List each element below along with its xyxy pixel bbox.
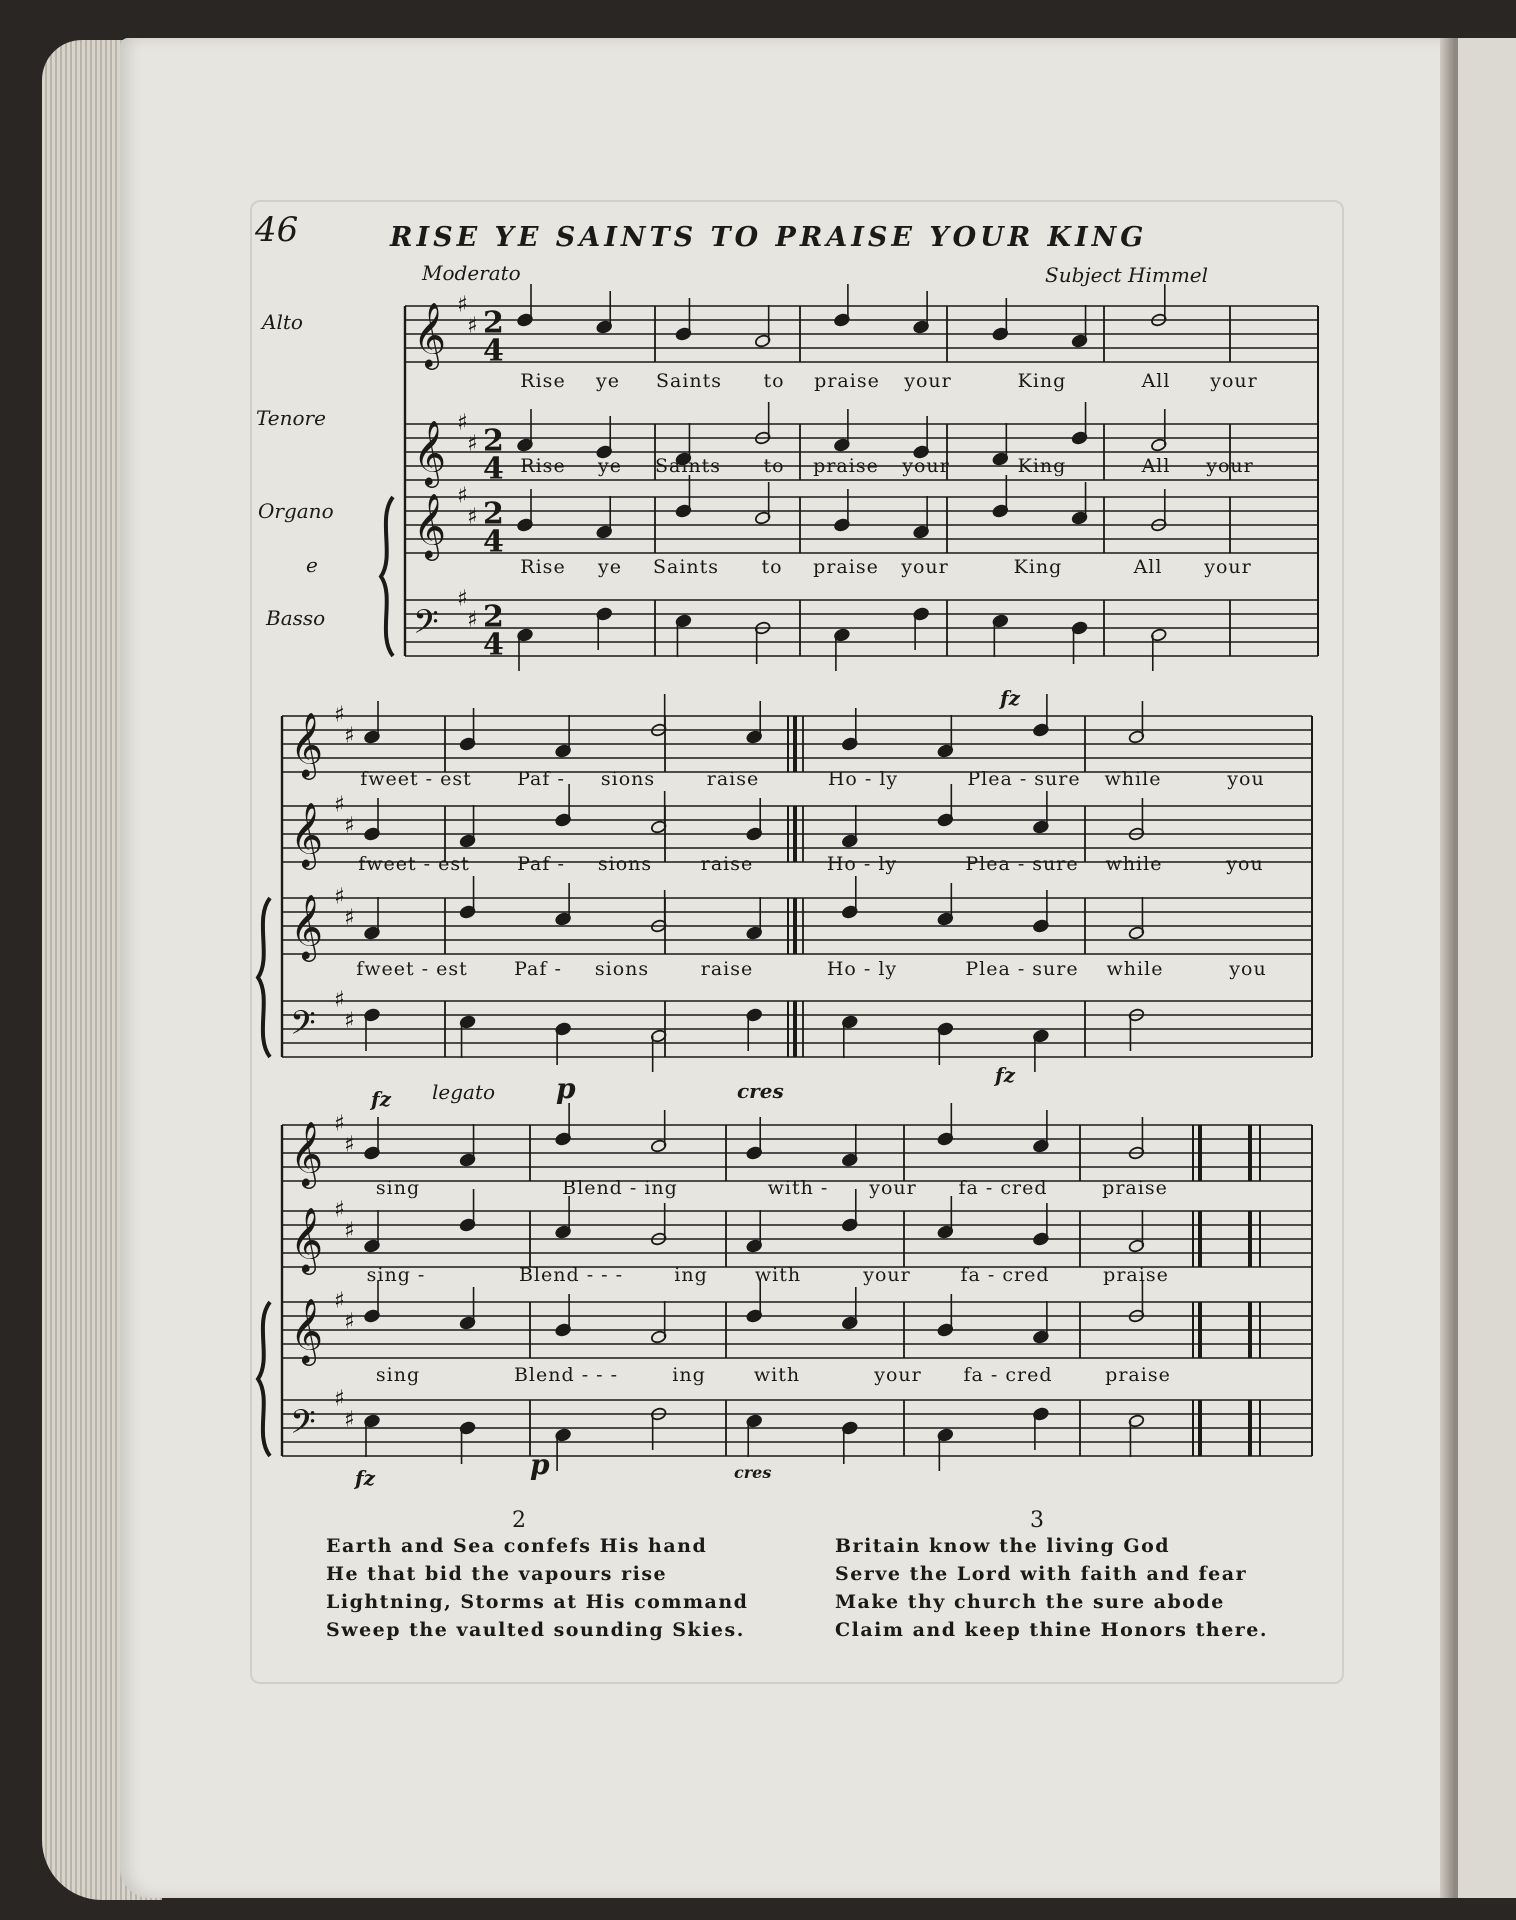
lyric-word: Paf - bbox=[517, 853, 565, 875]
dynamic-fz: fz bbox=[1000, 686, 1020, 710]
lyric-word: Rise bbox=[520, 556, 566, 578]
tempo-marking: Moderato bbox=[422, 261, 521, 285]
sharp-icon: ♯ bbox=[334, 1111, 345, 1137]
lyric-word: you bbox=[1229, 958, 1267, 980]
sharp-icon: ♯ bbox=[457, 483, 468, 509]
treble-clef-icon: 𝄞 bbox=[413, 420, 447, 486]
lyric-word: fa - cred bbox=[960, 1264, 1050, 1286]
sharp-icon: ♯ bbox=[344, 813, 355, 839]
lyric-word: Plea - sure bbox=[967, 768, 1081, 790]
treble-clef-icon: 𝄞 bbox=[290, 1207, 324, 1273]
sharp-icon: ♯ bbox=[344, 1407, 355, 1433]
lyric-word: praise bbox=[1105, 1364, 1171, 1386]
verse-line: Lightning, Storms at His command bbox=[326, 1591, 749, 1613]
lyric-word: ye bbox=[598, 455, 622, 477]
brace bbox=[258, 898, 270, 1057]
lyric-word: your bbox=[902, 455, 950, 477]
time-signature: 2 bbox=[483, 305, 504, 341]
lyric-word: while bbox=[1104, 768, 1162, 790]
lyric-word: Plea - sure bbox=[965, 958, 1079, 980]
lyric-word: sing - bbox=[366, 1264, 426, 1286]
sharp-icon: ♯ bbox=[457, 410, 468, 436]
lyric-word: raise bbox=[700, 853, 754, 875]
verse-line: Make thy church the sure abode bbox=[835, 1591, 1225, 1613]
lyric-word: with bbox=[754, 1264, 802, 1286]
sharp-icon: ♯ bbox=[334, 1386, 345, 1412]
sharp-icon: ♯ bbox=[344, 905, 355, 931]
sharp-icon: ♯ bbox=[457, 292, 468, 318]
lyric-word: fweet - est bbox=[356, 958, 468, 980]
lyric-word: your bbox=[1210, 370, 1258, 392]
dynamic-fz: fz bbox=[995, 1063, 1015, 1087]
lyric-word: Rise bbox=[520, 455, 566, 477]
lyric-word: to bbox=[763, 370, 785, 392]
lyric-word: King bbox=[1013, 556, 1063, 578]
page-number: 46 bbox=[255, 210, 299, 250]
brace bbox=[258, 1302, 270, 1456]
lyric-word: sions bbox=[594, 958, 650, 980]
lyric-word: raise bbox=[700, 958, 754, 980]
lyric-word: sing bbox=[375, 1177, 421, 1199]
bass-clef-icon: 𝄢 bbox=[413, 603, 439, 650]
lyric-word: Rise bbox=[520, 370, 566, 392]
lyric-word: Paf - bbox=[514, 958, 562, 980]
lyric-word: to bbox=[761, 556, 783, 578]
lyric-word: fa - cred bbox=[963, 1364, 1053, 1386]
time-signature: 4 bbox=[483, 627, 504, 663]
lyric-word: All bbox=[1133, 556, 1163, 578]
lyric-word: Saints bbox=[652, 556, 720, 578]
part-name-tenore: Tenore bbox=[256, 406, 326, 430]
sharp-icon: ♯ bbox=[467, 504, 478, 530]
lyric-word: Paf - bbox=[517, 768, 565, 790]
sharp-icon: ♯ bbox=[334, 987, 345, 1013]
lyric-word: Plea - sure bbox=[965, 853, 1079, 875]
sharp-icon: ♯ bbox=[344, 723, 355, 749]
part-name-organo: Organo bbox=[258, 499, 334, 523]
lyric-word: Blend - ing bbox=[562, 1177, 678, 1199]
dynamic-legato: legato bbox=[432, 1080, 496, 1104]
treble-clef-icon: 𝄞 bbox=[290, 1121, 324, 1187]
sharp-icon: ♯ bbox=[467, 431, 478, 457]
lyric-word: All bbox=[1141, 370, 1171, 392]
lyric-word: King bbox=[1017, 455, 1067, 477]
lyric-word: praise bbox=[813, 455, 879, 477]
verse-line: Earth and Sea confefs His hand bbox=[326, 1535, 708, 1557]
verse-line: Sweep the vaulted sounding Skies. bbox=[326, 1619, 745, 1641]
lyric-word: your bbox=[1204, 556, 1252, 578]
lyric-word: your bbox=[874, 1364, 922, 1386]
bass-clef-icon: 𝄢 bbox=[290, 1004, 316, 1051]
lyric-word: to bbox=[763, 455, 785, 477]
lyric-word: you bbox=[1227, 768, 1265, 790]
brace bbox=[381, 497, 393, 656]
sharp-icon: ♯ bbox=[344, 1008, 355, 1034]
verse-line: Britain know the living God bbox=[835, 1535, 1171, 1557]
sharp-icon: ♯ bbox=[344, 1309, 355, 1335]
sharp-icon: ♯ bbox=[344, 1132, 355, 1158]
time-signature: 2 bbox=[483, 496, 504, 532]
lyric-word: ing bbox=[674, 1264, 708, 1286]
lyric-word: your bbox=[904, 370, 952, 392]
sharp-icon: ♯ bbox=[334, 792, 345, 818]
lyric-word: with bbox=[753, 1364, 801, 1386]
sharp-icon: ♯ bbox=[334, 884, 345, 910]
lyric-word: sing bbox=[375, 1364, 421, 1386]
attribution: Subject Himmel bbox=[1045, 263, 1209, 287]
lyric-word: Saints bbox=[654, 455, 722, 477]
lyric-word: Ho - ly bbox=[826, 958, 898, 980]
time-signature: 4 bbox=[483, 524, 504, 560]
treble-clef-icon: 𝄞 bbox=[290, 1298, 324, 1364]
verse-number: 3 bbox=[1030, 1508, 1044, 1533]
dynamic-cres: cres bbox=[737, 1079, 784, 1103]
treble-clef-icon: 𝄞 bbox=[290, 712, 324, 778]
lyric-word: praise bbox=[813, 556, 879, 578]
lyric-word: King bbox=[1017, 370, 1067, 392]
lyric-word: ye bbox=[596, 370, 620, 392]
sharp-icon: ♯ bbox=[467, 313, 478, 339]
dynamic-p: p bbox=[530, 1448, 550, 1481]
sharp-icon: ♯ bbox=[334, 1288, 345, 1314]
sharp-icon: ♯ bbox=[334, 1197, 345, 1223]
dynamic-fz: fz bbox=[355, 1466, 375, 1490]
lyric-word: fa - cred bbox=[958, 1177, 1048, 1199]
lyric-word: Ho - ly bbox=[826, 853, 898, 875]
part-name-e: e bbox=[306, 553, 318, 577]
verse-line: Claim and keep thine Honors there. bbox=[835, 1619, 1269, 1641]
lyric-word: with - bbox=[767, 1177, 829, 1199]
lyric-word: Blend - - - bbox=[518, 1264, 624, 1286]
lyric-word: praise bbox=[1103, 1264, 1169, 1286]
sharp-icon: ♯ bbox=[457, 586, 468, 612]
time-signature: 4 bbox=[483, 333, 504, 369]
lyric-word: your bbox=[1206, 455, 1254, 477]
lyric-word: Blend - - - bbox=[513, 1364, 619, 1386]
verse-line: Serve the Lord with faith and fear bbox=[835, 1563, 1248, 1585]
treble-clef-icon: 𝄞 bbox=[290, 894, 324, 960]
sharp-icon: ♯ bbox=[467, 607, 478, 633]
lyric-word: Ho - ly bbox=[827, 768, 899, 790]
bass-clef-icon: 𝄢 bbox=[290, 1403, 316, 1450]
lyric-word: ye bbox=[598, 556, 622, 578]
verse-line: He that bid the vapours rise bbox=[326, 1563, 668, 1585]
lyric-word: sions bbox=[600, 768, 656, 790]
dynamic-fz: fz bbox=[371, 1087, 391, 1111]
part-name-basso: Basso bbox=[266, 606, 326, 630]
treble-clef-icon: 𝄞 bbox=[413, 302, 447, 368]
time-signature: 2 bbox=[483, 599, 504, 635]
part-name-alto: Alto bbox=[262, 310, 303, 334]
lyric-word: your bbox=[863, 1264, 911, 1286]
lyric-word: Saints bbox=[655, 370, 723, 392]
lyric-word: your bbox=[869, 1177, 917, 1199]
sharp-icon: ♯ bbox=[334, 702, 345, 728]
lyric-word: praise bbox=[1102, 1177, 1168, 1199]
lyric-word: your bbox=[901, 556, 949, 578]
treble-clef-icon: 𝄞 bbox=[290, 802, 324, 868]
lyric-word: fweet - est bbox=[360, 768, 472, 790]
lyric-word: raise bbox=[706, 768, 760, 790]
sharp-icon: ♯ bbox=[344, 1218, 355, 1244]
lyric-word: ing bbox=[672, 1364, 706, 1386]
lyric-word: praise bbox=[814, 370, 880, 392]
verse-number: 2 bbox=[512, 1508, 526, 1533]
song-title: RISE YE SAINTS TO PRAISE YOUR KING bbox=[390, 222, 1148, 253]
dynamic-p: p bbox=[556, 1072, 576, 1105]
lyric-word: while bbox=[1106, 958, 1164, 980]
lyric-word: while bbox=[1105, 853, 1163, 875]
lyric-word: you bbox=[1226, 853, 1264, 875]
dynamic-cres: cres bbox=[734, 1463, 772, 1482]
time-signature: 4 bbox=[483, 451, 504, 487]
lyric-word: All bbox=[1141, 455, 1171, 477]
treble-clef-icon: 𝄞 bbox=[413, 493, 447, 559]
lyric-word: sions bbox=[597, 853, 653, 875]
lyric-word: fweet - est bbox=[358, 853, 470, 875]
time-signature: 2 bbox=[483, 423, 504, 459]
